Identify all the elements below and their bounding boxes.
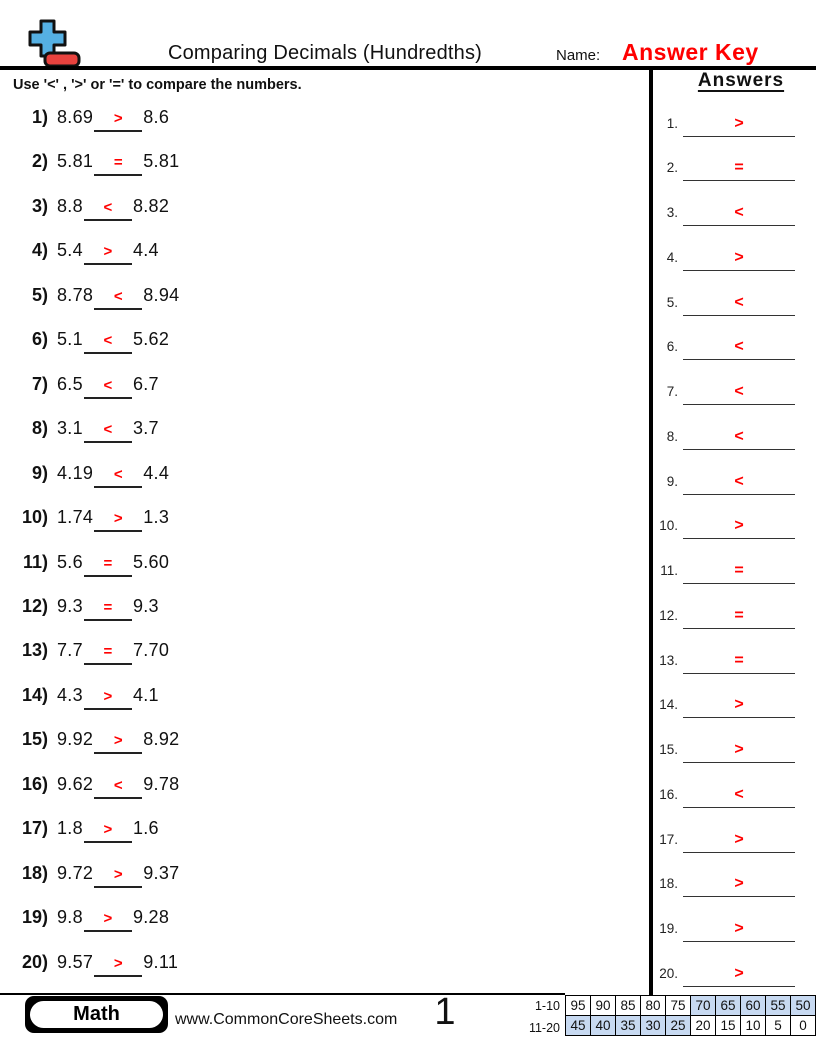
answer-blank[interactable] [94, 862, 142, 888]
answer-line[interactable] [683, 962, 795, 987]
right-number: 8.94 [143, 284, 180, 305]
answer-blank[interactable] [84, 239, 132, 265]
right-number: 5.62 [132, 329, 170, 350]
comparison-symbol: < [103, 376, 113, 394]
right-number: 5.60 [132, 551, 170, 572]
grade-cell: 50 [791, 996, 816, 1016]
right-number: 8.92 [143, 729, 180, 750]
answer-item [652, 470, 800, 495]
problem-number: 7) [31, 373, 48, 394]
answer-item [652, 962, 800, 987]
left-number: 5.6 [57, 551, 83, 572]
answer-blank[interactable] [84, 417, 132, 443]
answer-number: 10. [659, 518, 678, 534]
left-number: 1.74 [57, 507, 94, 528]
answer-number: 15. [659, 742, 678, 757]
grade-cell: 85 [616, 996, 641, 1016]
problem-row [12, 284, 179, 306]
problem-number: 11) [22, 551, 48, 572]
answer-item [652, 917, 800, 942]
answer-number: 20. [659, 965, 678, 981]
grade-cell: 5 [766, 1016, 791, 1036]
problem-row [12, 462, 169, 484]
problem-row [12, 773, 179, 795]
answer-blank[interactable] [84, 595, 132, 621]
grade-cell: 0 [791, 1016, 816, 1036]
right-number: 4.4 [132, 240, 159, 261]
answer-line[interactable] [683, 335, 795, 360]
answer-blank[interactable] [94, 462, 142, 488]
page-number: 1 [434, 991, 456, 1033]
right-number: 1.3 [143, 507, 170, 528]
problem-row [12, 951, 178, 973]
answer-symbol: > [734, 517, 744, 535]
problem-number: 17) [21, 818, 48, 839]
problem-number: 9) [31, 462, 48, 483]
answer-blank[interactable] [84, 195, 132, 221]
answer-item [652, 559, 800, 584]
answer-number: 12. [659, 607, 678, 623]
answer-number: 14. [659, 697, 678, 713]
answer-symbol: < [734, 383, 744, 400]
answer-blank[interactable] [84, 639, 132, 665]
comparison-symbol: < [103, 198, 113, 216]
right-number: 9.11 [143, 951, 179, 972]
answer-symbol: = [734, 159, 744, 177]
answer-symbol: > [734, 114, 744, 132]
answer-blank[interactable] [84, 817, 132, 843]
left-number: 9.57 [57, 951, 94, 972]
problem-row [12, 150, 179, 172]
comparison-symbol: > [103, 910, 113, 928]
problem-row [12, 862, 179, 884]
answer-symbol: > [734, 248, 744, 266]
answer-number: 9. [666, 473, 678, 489]
problem-number: 13) [21, 640, 48, 661]
problem-number: 2) [31, 151, 48, 172]
answer-item [652, 649, 800, 674]
left-number: 4.19 [57, 462, 94, 483]
problem-number: 1) [31, 107, 48, 127]
left-number: 5.1 [57, 329, 83, 350]
grade-cell: 25 [666, 1016, 691, 1036]
answer-item [652, 738, 800, 763]
grade-cell: 70 [691, 996, 716, 1016]
problem-row [12, 595, 159, 617]
answer-number: 2. [666, 160, 678, 176]
answer-item [652, 291, 800, 316]
answer-item [652, 380, 800, 405]
answer-item [652, 828, 800, 853]
comparison-symbol: > [113, 732, 123, 750]
comparison-symbol: < [103, 332, 113, 350]
comparison-symbol: > [113, 510, 123, 528]
problem-row [12, 906, 169, 928]
answer-blank[interactable] [84, 684, 132, 710]
answer-line[interactable] [683, 291, 795, 316]
grade-cell: 90 [591, 996, 616, 1016]
answer-line[interactable] [683, 604, 795, 629]
answer-symbol: < [734, 338, 744, 356]
answer-symbol: < [734, 785, 744, 803]
answer-line[interactable] [683, 783, 795, 808]
problem-row [12, 684, 159, 706]
right-number: 3.7 [132, 418, 159, 439]
answer-item [652, 112, 800, 137]
grade-cell: 20 [691, 1016, 716, 1036]
answer-symbol: = [734, 562, 744, 579]
answer-blank[interactable] [94, 951, 142, 977]
left-number: 8.8 [57, 195, 83, 216]
answer-symbol: < [734, 293, 744, 311]
right-number: 4.1 [132, 684, 159, 705]
problem-number: 18) [21, 862, 48, 883]
grade-range-label-2: 11-20 [528, 1021, 560, 1035]
left-number: 4.3 [57, 684, 83, 705]
answer-blank[interactable] [94, 773, 142, 799]
answer-symbol: < [734, 427, 744, 445]
comparison-symbol: > [103, 687, 113, 705]
right-number: 5.81 [143, 151, 180, 172]
answer-key-text: Answer Key [622, 39, 759, 65]
answer-item [652, 246, 800, 271]
comparison-symbol: < [113, 776, 123, 794]
grading-table [565, 995, 816, 1036]
comparison-symbol: = [103, 554, 113, 572]
answer-symbol: > [734, 696, 744, 714]
comparison-symbol: > [113, 954, 123, 972]
left-number: 8.69 [57, 107, 94, 127]
left-number: 9.92 [57, 729, 94, 750]
right-number: 6.7 [132, 373, 159, 394]
comparison-symbol: > [103, 821, 113, 839]
comparison-symbol: < [103, 421, 113, 439]
minus-icon [45, 53, 79, 66]
answer-line[interactable] [683, 828, 795, 853]
grade-cell: 95 [566, 996, 591, 1016]
problem-row [12, 239, 159, 261]
answer-symbol: = [734, 651, 744, 669]
answer-number: 4. [666, 249, 678, 265]
problem-number: 3) [31, 195, 48, 216]
answer-line[interactable] [683, 201, 795, 226]
grade-cell: 80 [641, 996, 666, 1016]
answer-symbol: > [734, 964, 744, 982]
answer-symbol: > [734, 875, 744, 893]
problem-row [12, 373, 159, 395]
answer-blank[interactable] [94, 106, 142, 132]
grade-cell: 30 [641, 1016, 666, 1036]
answer-symbol: > [734, 830, 744, 848]
left-number: 3.1 [57, 418, 83, 439]
answer-line[interactable] [683, 380, 795, 405]
comparison-symbol: = [113, 154, 123, 172]
answer-item [652, 783, 800, 808]
answer-item [652, 693, 800, 718]
right-number: 9.3 [132, 595, 159, 616]
comparison-symbol: = [103, 643, 113, 661]
comparison-symbol: < [113, 465, 123, 483]
grade-cell: 45 [566, 1016, 591, 1036]
problem-number: 14) [21, 684, 48, 705]
answer-line[interactable] [683, 112, 795, 137]
problem-row [12, 728, 179, 750]
right-number: 9.78 [143, 773, 180, 794]
grade-cell: 60 [741, 996, 766, 1016]
comparison-symbol: > [103, 243, 113, 261]
right-number: 9.37 [143, 862, 180, 883]
answer-item [652, 335, 800, 360]
answer-number: 8. [666, 428, 678, 444]
grade-cell: 75 [666, 996, 691, 1016]
answer-blank[interactable] [84, 373, 132, 399]
answer-item [652, 604, 800, 629]
grade-row [566, 996, 816, 1016]
grade-cell: 55 [766, 996, 791, 1016]
answer-symbol: > [734, 920, 744, 937]
answer-line[interactable] [683, 246, 795, 271]
problem-row [12, 639, 169, 661]
grade-cell: 15 [716, 1016, 741, 1036]
answer-number: 7. [666, 384, 678, 399]
answer-item [652, 425, 800, 450]
grade-range-label-1: 1-10 [534, 999, 560, 1013]
answer-number: 13. [659, 652, 678, 668]
answer-symbol: > [734, 741, 744, 758]
problem-number: 16) [21, 773, 48, 794]
answer-blank[interactable] [84, 328, 132, 354]
answer-blank[interactable] [94, 284, 142, 310]
answer-line[interactable] [683, 514, 795, 539]
problem-row [12, 506, 169, 528]
left-number: 9.8 [57, 907, 83, 928]
problem-number: 20) [21, 951, 48, 972]
right-number: 9.28 [132, 907, 170, 928]
answer-number: 19. [659, 921, 678, 936]
left-number: 9.72 [57, 862, 94, 883]
grade-cell: 65 [716, 996, 741, 1016]
right-number: 4.4 [143, 462, 170, 483]
website-text: www.CommonCoreSheets.com [175, 1011, 398, 1028]
problem-number: 6) [31, 329, 48, 350]
answer-number: 3. [666, 205, 678, 220]
problem-number: 10) [21, 507, 48, 528]
problem-number: 15) [21, 729, 48, 750]
worksheet-title: Comparing Decimals (Hundredths) [167, 42, 483, 64]
answer-line[interactable] [683, 649, 795, 674]
answer-item [652, 514, 800, 539]
problem-row [12, 195, 169, 217]
left-number: 6.5 [57, 373, 83, 394]
answer-symbol: < [734, 204, 744, 221]
instruction-text: Use '<' , '>' or '=' to compare the numbers. [13, 77, 302, 93]
answer-line[interactable] [683, 917, 795, 942]
comparison-symbol: > [113, 110, 123, 127]
answer-blank[interactable] [94, 150, 142, 176]
answer-line[interactable] [683, 738, 795, 763]
answer-number: 11. [660, 563, 678, 578]
answer-number: 5. [666, 294, 678, 310]
problem-number: 19) [21, 907, 48, 928]
answer-line[interactable] [683, 156, 795, 181]
answers-heading: Answers [697, 70, 785, 91]
answer-number: 6. [666, 339, 678, 355]
answer-line[interactable] [683, 425, 795, 450]
answer-line[interactable] [683, 470, 795, 495]
answer-blank[interactable] [94, 506, 142, 532]
left-number: 7.7 [57, 640, 83, 661]
left-number: 9.3 [57, 595, 83, 616]
subject-badge [25, 996, 168, 1033]
subject-label: Math [30, 1001, 163, 1028]
answer-number: 1. [666, 115, 678, 131]
problem-row [12, 817, 159, 839]
right-number: 1.6 [132, 818, 159, 839]
problem-number: 8) [31, 418, 48, 439]
answer-item [652, 201, 800, 226]
answer-blank[interactable] [94, 728, 142, 754]
grade-cell: 40 [591, 1016, 616, 1036]
problem-row [12, 551, 169, 573]
grade-cell: 35 [616, 1016, 641, 1036]
left-number: 5.4 [57, 240, 83, 261]
comparison-symbol: = [103, 598, 113, 616]
problem-number: 12) [21, 595, 48, 616]
right-number: 8.6 [143, 107, 170, 127]
plus-icon [30, 21, 65, 56]
answer-symbol: < [734, 472, 744, 490]
comparison-symbol: > [113, 865, 123, 883]
right-number: 8.82 [132, 195, 170, 216]
comparison-symbol: < [113, 287, 123, 305]
problem-row [12, 106, 169, 128]
answer-number: 16. [659, 786, 678, 802]
answer-blank[interactable] [84, 551, 132, 577]
answer-line[interactable] [683, 872, 795, 897]
name-field-label: Name: [556, 47, 601, 64]
answer-item [652, 156, 800, 181]
right-number: 7.70 [132, 640, 170, 661]
left-number: 9.62 [57, 773, 94, 794]
commoncoresheets-logo [28, 18, 84, 72]
problem-number: 5) [31, 284, 48, 305]
problem-number: 4) [31, 240, 48, 261]
grade-row [566, 1016, 816, 1036]
left-number: 8.78 [57, 284, 94, 305]
answer-number: 17. [659, 831, 678, 847]
answer-line[interactable] [683, 559, 795, 584]
problem-row [12, 417, 159, 439]
problem-row [12, 328, 169, 350]
grade-cell: 10 [741, 1016, 766, 1036]
answer-line[interactable] [683, 693, 795, 718]
left-number: 5.81 [57, 151, 94, 172]
left-number: 1.8 [57, 818, 83, 839]
answer-symbol: = [734, 606, 744, 624]
answer-item [652, 872, 800, 897]
answer-number: 18. [659, 876, 678, 892]
answer-blank[interactable] [84, 906, 132, 932]
